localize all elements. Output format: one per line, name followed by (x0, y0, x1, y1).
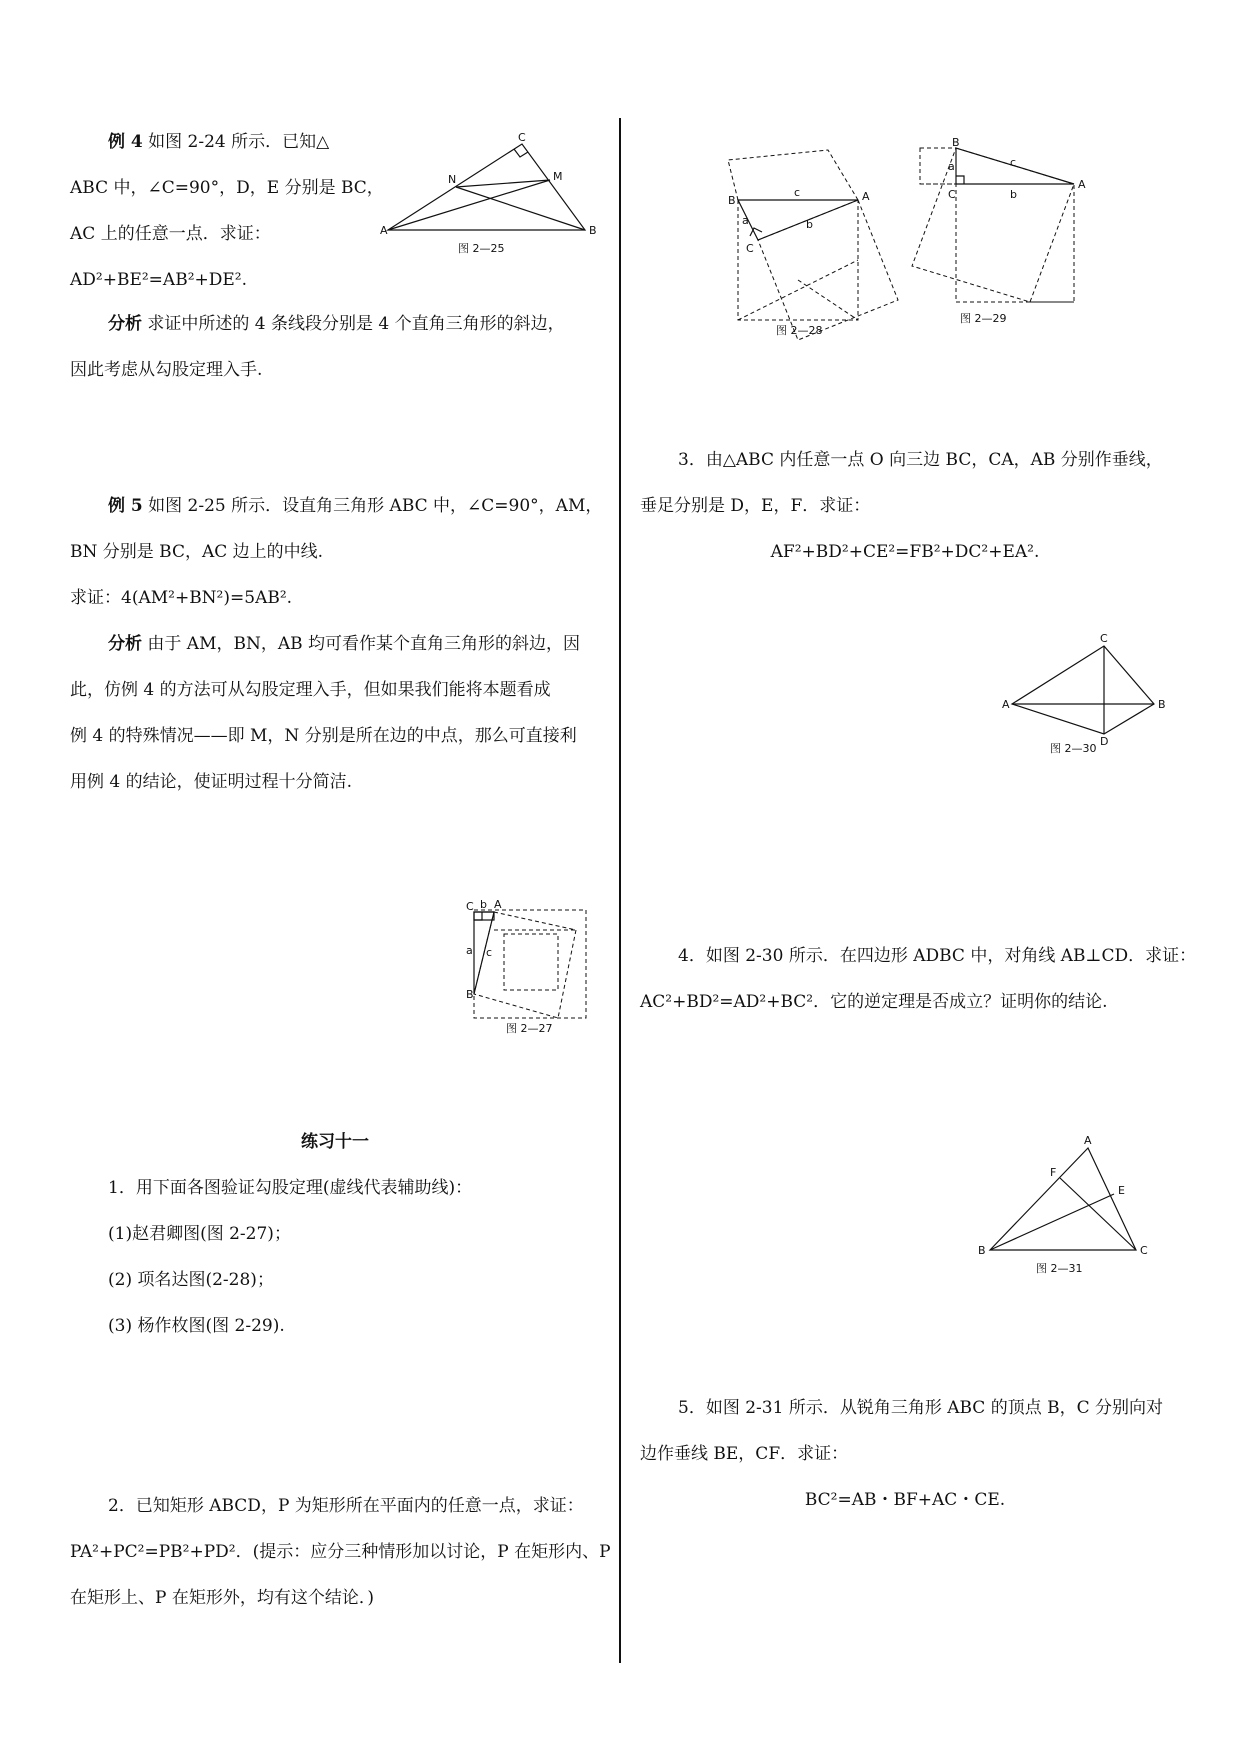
question-4-line-1: 4．如图 2-30 所示．在四边形 ADBC 中，对角线 AB⊥CD．求证： (678, 946, 1197, 966)
fig27-caption: 图 2—27 (506, 1022, 553, 1035)
figure-2-25 (380, 130, 600, 260)
figure-2-29 (910, 136, 1090, 330)
example-4-text: 如图 2-24 所示．已知△ (148, 132, 330, 152)
fig29-label-a-side: a (948, 160, 955, 173)
fig30-caption: 图 2—30 (1050, 742, 1097, 755)
fig28-label-a-vertex: A (862, 190, 870, 203)
example-5-formula: 求证：4(AM²+BN²)=5AB². (70, 588, 293, 608)
fig31-label-f: F (1050, 1166, 1057, 1179)
fig28-square-a-b (738, 200, 858, 320)
question-1-item-3: (3) 杨作枚图(图 2-29). (108, 1316, 285, 1336)
fig28-square-leg (728, 150, 858, 200)
fig28-caption: 图 2—28 (776, 324, 823, 337)
fig28-right-triangle (738, 200, 858, 240)
analysis-2-line-3: 例 4 的特殊情况——即 M，N 分别是所在边的中点，那么可直接利 (70, 726, 577, 746)
question-4-line-2: AC²+BD²=AD²+BC²．它的逆定理是否成立？证明你的结论. (640, 992, 1108, 1012)
fig27-label-c: C (466, 900, 474, 913)
fig27-label-b: b (480, 898, 487, 911)
fig31-label-c: C (1140, 1244, 1148, 1257)
example-4-line-3: AC 上的任意一点．求证： (70, 224, 271, 244)
fig27-label-a-vertex: A (494, 898, 502, 911)
example-5-label: 例 5 (108, 496, 143, 516)
question-2-line-3: 在矩形上、P 在矩形外，均有这个结论．) (70, 1588, 374, 1608)
fig28-label-b-vertex: B (728, 194, 736, 207)
analysis-2-label: 分析 (108, 634, 142, 654)
fig25-label-b: B (589, 224, 597, 237)
fig29-right-angle (956, 176, 964, 184)
analysis-2-line-1 (108, 632, 580, 656)
fig29-label-c-side: c (1010, 156, 1017, 169)
fig25-label-c: C (518, 131, 526, 144)
fig27-right-angle (474, 912, 482, 920)
fig25-label-a: A (380, 224, 388, 237)
fig25-label-m: M (553, 170, 563, 183)
fig28-label-c-vertex: C (746, 242, 754, 255)
fig31-label-b: B (978, 1244, 986, 1257)
fig29-square-c (912, 148, 1074, 302)
fig25-segment-a-m (388, 180, 550, 230)
question-3-line-1: 3．由△ABC 内任意一点 O 向三边 BC，CA，AB 分别作垂线， (678, 450, 1163, 470)
analysis-2-line-4: 用例 4 的结论，使证明过程十分简洁. (70, 772, 353, 792)
fig28-aux-1 (738, 260, 858, 320)
fig31-altitude-be (990, 1194, 1114, 1250)
fig27-label-a-side: a (466, 944, 473, 957)
example-4-label: 例 4 (108, 132, 143, 152)
question-1-item-2: (2) 项名达图(2-28)； (108, 1270, 274, 1290)
fig29-square-b (956, 184, 1074, 302)
fig31-caption: 图 2—31 (1036, 1262, 1083, 1275)
analysis-1-line-1 (108, 312, 565, 336)
fig28-label-a-side: a (742, 214, 749, 227)
analysis-2-text: 由于 AM，BN，AB 均可看作某个直角三角形的斜边，因 (147, 634, 581, 654)
fig25-triangle (388, 144, 585, 230)
fig25-segment-n-b (456, 187, 585, 230)
analysis-1-line-2: 因此考虑从勾股定理入手. (70, 360, 263, 380)
fig29-label-c-vertex: C (948, 188, 956, 201)
figure-2-30 (1002, 634, 1172, 754)
analysis-1-label: 分析 (108, 314, 142, 334)
fig25-caption: 图 2—25 (458, 242, 505, 255)
fig27-small-square (474, 912, 494, 920)
figure-2-28 (728, 140, 908, 337)
fig31-label-a: A (1084, 1134, 1092, 1147)
fig25-label-n: N (448, 173, 457, 186)
fig28-label-c-side: c (794, 186, 801, 199)
question-3-line-2: 垂足分别是 D，E，F．求证： (640, 496, 871, 516)
figure-2-31 (978, 1132, 1158, 1282)
fig29-label-a-vertex: A (1078, 178, 1086, 191)
question-5-line-1: 5．如图 2-31 所示．从锐角三角形 ABC 的顶点 B，C 分别向对 (678, 1398, 1164, 1418)
analysis-1-text: 求证中所述的 4 条线段分别是 4 个直角三角形的斜边， (147, 314, 565, 334)
fig25-segment-n-m (456, 180, 550, 187)
fig30-quadrilateral (1012, 646, 1154, 734)
example-4-line-2: ABC 中，∠C=90°，D，E 分别是 BC， (70, 178, 384, 198)
fig30-label-a: A (1002, 698, 1010, 711)
question-5-line-2: 边作垂线 BE，CF．求证： (640, 1444, 849, 1464)
example-4-formula: AD²+BE²=AB²+DE². (70, 270, 248, 290)
figure-2-27 (458, 890, 598, 1040)
fig31-triangle (990, 1148, 1136, 1250)
fig30-label-b: B (1158, 698, 1166, 711)
analysis-2-line-2: 此，仿例 4 的方法可从勾股定理入手，但如果我们能将本题看成 (70, 680, 551, 700)
fig27-label-b-vertex: B (466, 988, 474, 1001)
fig28-aux-2 (798, 280, 858, 320)
question-2-line-2: PA²+PC²=PB²+PD²．(提示：应分三种情形加以讨论，P 在矩形内、P (70, 1542, 611, 1562)
fig29-caption: 图 2—29 (960, 312, 1007, 325)
example-5-line-1 (108, 494, 602, 518)
example-4-line-1 (108, 130, 329, 154)
example-5-line-2: BN 分别是 BC，AC 边上的中线. (70, 542, 324, 562)
question-1-item-1: (1)赵君卿图(图 2-27)； (108, 1224, 291, 1244)
fig30-label-c: C (1100, 632, 1108, 645)
fig28-label-b-side: b (806, 218, 813, 231)
fig30-label-d: D (1100, 735, 1109, 748)
question-1-line-1: 1．用下面各图验证勾股定理(虚线代表辅助线)： (108, 1178, 473, 1198)
question-2-line-1: 2．已知矩形 ABCD，P 为矩形所在平面内的任意一点，求证： (108, 1496, 584, 1516)
fig31-label-e: E (1118, 1184, 1125, 1197)
example-5-text: 如图 2-25 所示．设直角三角形 ABC 中，∠C=90°，AM， (148, 496, 603, 516)
column-divider (619, 118, 621, 1663)
fig27-label-c-side: c (486, 946, 493, 959)
question-3-formula: AF²+BD²+CE²=FB²+DC²+EA². (770, 542, 1040, 562)
question-5-formula: BC²=AB・BF+AC・CE. (804, 1490, 1006, 1510)
fig29-label-b-side: b (1010, 188, 1017, 201)
fig27-inner-square (474, 912, 576, 1018)
fig27-center-square (504, 934, 558, 990)
exercise-title: 练习十一 (301, 1132, 369, 1152)
fig29-label-b-vertex: B (952, 136, 960, 149)
fig28-square-hyp (758, 200, 898, 340)
